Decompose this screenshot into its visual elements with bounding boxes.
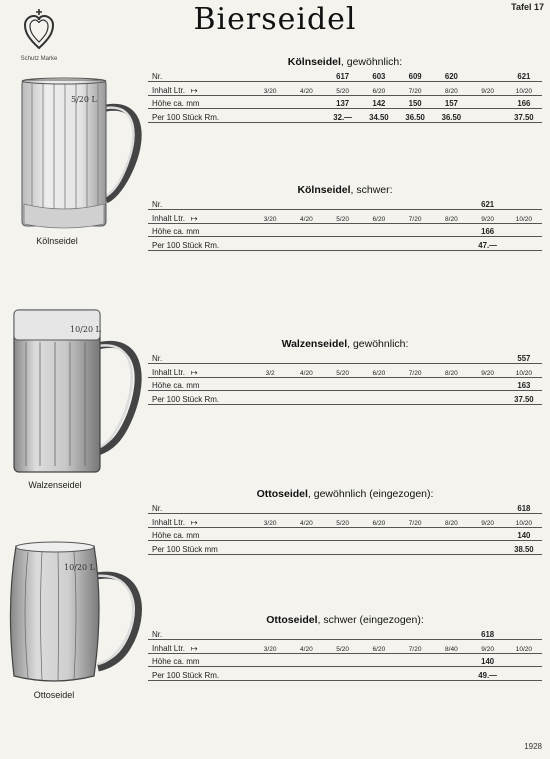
price-section — [148, 182, 542, 251]
table-cell — [470, 391, 506, 405]
table-row — [148, 223, 542, 237]
section-title-name: Ottoseidel — [266, 614, 318, 626]
row-label — [148, 95, 252, 109]
price-section — [148, 612, 542, 681]
row-label — [148, 364, 252, 378]
table-cell — [288, 109, 324, 123]
table-cell: 10/20 — [506, 640, 542, 654]
row-label-text: Inhalt Ltr. — [152, 517, 185, 527]
section-title-rest: , gewöhnlich (eingezogen): — [307, 488, 434, 500]
table-row — [148, 237, 542, 251]
table-cell — [433, 223, 469, 237]
table-cell: 603 — [361, 70, 397, 82]
row-label — [148, 237, 252, 251]
section-title-name: Walzenseidel — [281, 338, 348, 350]
table-cell: 8/20 — [433, 82, 469, 96]
table-row — [148, 210, 542, 224]
table-cell — [288, 541, 324, 555]
table-cell — [506, 667, 542, 681]
walzenseidel-caption: Walzenseidel — [28, 480, 82, 490]
table-cell — [361, 198, 397, 210]
table-cell — [433, 352, 469, 364]
table-cell — [397, 667, 433, 681]
table-cell: 10/20 — [506, 82, 542, 96]
table-cell — [397, 223, 433, 237]
table-cell — [361, 667, 397, 681]
row-label-text: Nr. — [152, 504, 163, 513]
table-cell: 621 — [506, 70, 542, 82]
table-cell — [361, 527, 397, 541]
table-cell — [506, 198, 542, 210]
table-cell: 47.— — [470, 237, 506, 251]
table-cell — [397, 653, 433, 667]
row-label-text: Inhalt Ltr. — [152, 367, 185, 377]
table-cell — [506, 237, 542, 251]
table-cell — [397, 541, 433, 555]
year-mark: 1928 — [524, 742, 542, 751]
table-row — [148, 377, 542, 391]
table-cell — [397, 391, 433, 405]
table-cell — [325, 198, 361, 210]
table-cell: 9/20 — [470, 364, 506, 378]
table-cell: 4/20 — [288, 364, 324, 378]
section-title-name: Ottoseidel — [256, 488, 308, 500]
table-cell — [361, 377, 397, 391]
table-cell: 38.50 — [506, 541, 542, 555]
price-table — [148, 628, 542, 681]
table-cell — [433, 377, 469, 391]
table-cell: 5/20 — [325, 640, 361, 654]
table-cell — [325, 502, 361, 514]
row-label-text: Nr. — [152, 630, 163, 639]
range-arrow-icon: ↦ — [190, 517, 198, 527]
table-cell: 621 — [470, 198, 506, 210]
table-cell — [252, 541, 288, 555]
table-cell: 5/20 — [325, 364, 361, 378]
table-cell: 10/20 — [506, 210, 542, 224]
row-label — [148, 82, 252, 96]
table-cell: 3/2 — [252, 364, 288, 378]
table-row — [148, 667, 542, 681]
table-row — [148, 70, 542, 82]
row-label — [148, 352, 252, 364]
table-cell: 7/20 — [397, 640, 433, 654]
table-cell — [433, 527, 469, 541]
price-section — [148, 54, 542, 123]
table-cell: 9/20 — [470, 82, 506, 96]
table-cell — [506, 628, 542, 640]
table-cell — [361, 391, 397, 405]
table-cell — [361, 628, 397, 640]
table-cell: 3/20 — [252, 82, 288, 96]
table-cell: 32.— — [325, 109, 361, 123]
table-row — [148, 391, 542, 405]
table-cell — [325, 653, 361, 667]
table-cell — [288, 95, 324, 109]
ottoseidel-illustration — [4, 536, 146, 686]
table-cell — [470, 70, 506, 82]
section-title-rest: , schwer (eingezogen): — [317, 614, 424, 626]
table-cell — [361, 541, 397, 555]
row-label-text: Nr. — [152, 200, 163, 209]
table-row — [148, 628, 542, 640]
row-label-text: Inhalt Ltr. — [152, 213, 185, 223]
row-label — [148, 502, 252, 514]
table-cell: 618 — [506, 502, 542, 514]
section-title — [148, 486, 542, 502]
row-label-text: Höhe ca. mm — [152, 99, 200, 108]
row-label — [148, 640, 252, 654]
table-cell: 8/20 — [433, 364, 469, 378]
table-cell: 166 — [470, 223, 506, 237]
table-cell: 6/20 — [361, 210, 397, 224]
capacity-mark: 10/20 L — [70, 325, 101, 334]
table-row — [148, 198, 542, 210]
table-cell — [288, 667, 324, 681]
table-cell — [252, 352, 288, 364]
row-label-text: Höhe ca. mm — [152, 381, 200, 390]
price-table — [148, 198, 542, 251]
row-label-text: Per 100 Stück Rm. — [152, 112, 220, 122]
table-cell: 166 — [506, 95, 542, 109]
table-cell — [433, 237, 469, 251]
table-row — [148, 95, 542, 109]
row-label — [148, 541, 252, 555]
table-cell — [470, 377, 506, 391]
table-cell — [288, 527, 324, 541]
table-cell — [252, 198, 288, 210]
table-cell — [288, 223, 324, 237]
row-label — [148, 109, 252, 123]
table-cell — [252, 667, 288, 681]
table-cell: 10/20 — [506, 364, 542, 378]
row-label — [148, 377, 252, 391]
table-row — [148, 514, 542, 528]
row-label-text: Inhalt Ltr. — [152, 85, 185, 95]
table-cell: 5/20 — [325, 514, 361, 528]
table-cell — [361, 223, 397, 237]
table-cell: 609 — [397, 70, 433, 82]
table-cell — [252, 70, 288, 82]
row-label — [148, 628, 252, 640]
table-cell — [288, 502, 324, 514]
table-cell: 4/20 — [288, 210, 324, 224]
table-cell: 34.50 — [361, 109, 397, 123]
table-cell — [433, 628, 469, 640]
table-cell — [252, 628, 288, 640]
table-cell — [252, 109, 288, 123]
table-cell: 6/20 — [361, 364, 397, 378]
table-cell: 6/20 — [361, 82, 397, 96]
table-cell: 620 — [433, 70, 469, 82]
table-cell: 37.50 — [506, 391, 542, 405]
walzenseidel-illustration — [10, 306, 142, 476]
section-title-name: Kölnseidel — [287, 56, 341, 68]
row-label-text: Höhe ca. mm — [152, 531, 200, 540]
section-title-rest: , gewöhnlich: — [347, 338, 409, 350]
table-cell: 7/20 — [397, 82, 433, 96]
section-title — [148, 336, 542, 352]
table-cell — [433, 541, 469, 555]
table-cell — [361, 653, 397, 667]
table-cell: 3/20 — [252, 514, 288, 528]
table-cell — [252, 502, 288, 514]
row-label-text: Per 100 Stück Rm. — [152, 670, 220, 680]
table-cell — [361, 237, 397, 251]
table-cell — [433, 667, 469, 681]
table-cell: 163 — [506, 377, 542, 391]
price-section — [148, 336, 542, 405]
range-arrow-icon: ↦ — [190, 643, 198, 653]
row-label — [148, 70, 252, 82]
table-cell — [506, 653, 542, 667]
section-title-rest: , schwer: — [350, 184, 393, 196]
table-cell: 10/20 — [506, 514, 542, 528]
table-cell — [325, 527, 361, 541]
table-cell — [397, 237, 433, 251]
row-label-text: Höhe ca. mm — [152, 657, 200, 666]
table-cell: 4/20 — [288, 640, 324, 654]
table-cell: 36.50 — [433, 109, 469, 123]
table-cell — [252, 653, 288, 667]
row-label-text: Nr. — [152, 72, 163, 81]
table-cell: 4/20 — [288, 514, 324, 528]
table-row — [148, 653, 542, 667]
table-cell — [288, 377, 324, 391]
table-cell — [325, 541, 361, 555]
page-title: Bierseidel — [193, 2, 357, 37]
row-label-text: Per 100 Stück Rm. — [152, 240, 220, 250]
koelnseidel-caption: Kölnseidel — [36, 236, 78, 246]
table-cell — [325, 391, 361, 405]
table-cell — [325, 667, 361, 681]
ottoseidel-caption: Ottoseidel — [33, 690, 75, 700]
row-label — [148, 391, 252, 405]
table-cell — [252, 391, 288, 405]
table-cell — [361, 352, 397, 364]
row-label-text: Per 100 Stück mm — [152, 544, 218, 554]
table-row — [148, 364, 542, 378]
table-row — [148, 541, 542, 555]
table-cell — [470, 502, 506, 514]
table-cell: 8/20 — [433, 210, 469, 224]
table-cell — [433, 502, 469, 514]
plate-number: Tafel 17 — [511, 2, 544, 12]
section-title — [148, 612, 542, 628]
table-cell — [397, 502, 433, 514]
table-cell: 7/20 — [397, 514, 433, 528]
table-cell: 3/20 — [252, 640, 288, 654]
price-table — [148, 502, 542, 555]
table-cell: 49.— — [470, 667, 506, 681]
table-cell — [397, 377, 433, 391]
row-label-text: Höhe ca. mm — [152, 227, 200, 236]
row-label — [148, 653, 252, 667]
table-cell — [470, 109, 506, 123]
table-cell — [397, 198, 433, 210]
table-cell: 617 — [325, 70, 361, 82]
capacity-mark: 10/20 L — [64, 563, 95, 572]
table-cell — [288, 198, 324, 210]
table-cell — [433, 653, 469, 667]
table-cell — [470, 352, 506, 364]
table-cell: 6/20 — [361, 640, 397, 654]
table-cell: 8/40 — [433, 640, 469, 654]
table-cell: 137 — [325, 95, 361, 109]
table-cell — [288, 237, 324, 251]
table-cell — [397, 527, 433, 541]
table-cell — [397, 352, 433, 364]
range-arrow-icon: ↦ — [190, 85, 198, 95]
table-cell: 7/20 — [397, 364, 433, 378]
table-cell — [288, 628, 324, 640]
price-table — [148, 70, 542, 123]
table-cell — [288, 70, 324, 82]
table-cell — [252, 377, 288, 391]
section-title-name: Kölnseidel — [297, 184, 351, 196]
range-arrow-icon: ↦ — [190, 367, 198, 377]
price-section — [148, 486, 542, 555]
row-label-text: Per 100 Stück Rm. — [152, 394, 220, 404]
row-label — [148, 198, 252, 210]
table-cell — [252, 237, 288, 251]
table-cell — [325, 377, 361, 391]
table-cell — [288, 391, 324, 405]
table-cell: 6/20 — [361, 514, 397, 528]
section-title — [148, 54, 542, 70]
table-cell — [470, 95, 506, 109]
table-row — [148, 352, 542, 364]
table-row — [148, 527, 542, 541]
table-cell: 8/20 — [433, 514, 469, 528]
table-cell: 150 — [397, 95, 433, 109]
table-cell — [325, 237, 361, 251]
row-label-text: Inhalt Ltr. — [152, 643, 185, 653]
table-cell: 7/20 — [397, 210, 433, 224]
table-cell: 557 — [506, 352, 542, 364]
table-cell: 4/20 — [288, 82, 324, 96]
section-title-rest: , gewöhnlich: — [340, 56, 403, 68]
table-cell — [506, 223, 542, 237]
row-label — [148, 527, 252, 541]
section-title — [148, 182, 542, 198]
table-row — [148, 640, 542, 654]
row-label — [148, 667, 252, 681]
table-cell: 37.50 — [506, 109, 542, 123]
table-cell: 140 — [506, 527, 542, 541]
koelnseidel-illustration — [14, 74, 142, 234]
table-cell: 5/20 — [325, 210, 361, 224]
table-cell: 618 — [470, 628, 506, 640]
row-label-text: Nr. — [152, 354, 163, 363]
row-label — [148, 210, 252, 224]
logo-caption: Schutz Marke — [20, 56, 58, 62]
table-cell: 140 — [470, 653, 506, 667]
price-table — [148, 352, 542, 405]
row-label — [148, 223, 252, 237]
table-cell — [325, 628, 361, 640]
table-row — [148, 82, 542, 96]
table-cell: 9/20 — [470, 640, 506, 654]
table-cell — [288, 352, 324, 364]
table-cell — [397, 628, 433, 640]
table-cell — [252, 223, 288, 237]
range-arrow-icon: ↦ — [190, 213, 198, 223]
table-cell — [252, 95, 288, 109]
table-cell: 9/20 — [470, 210, 506, 224]
table-cell: 142 — [361, 95, 397, 109]
table-cell: 36.50 — [397, 109, 433, 123]
table-cell — [433, 391, 469, 405]
capacity-mark: 5/20 L — [71, 95, 97, 104]
table-cell — [252, 527, 288, 541]
row-label — [148, 514, 252, 528]
table-cell: 157 — [433, 95, 469, 109]
table-cell — [288, 653, 324, 667]
table-cell: 9/20 — [470, 514, 506, 528]
table-cell — [470, 541, 506, 555]
table-cell — [470, 527, 506, 541]
table-cell — [361, 502, 397, 514]
table-cell — [325, 352, 361, 364]
table-row — [148, 109, 542, 123]
table-cell: 3/20 — [252, 210, 288, 224]
table-row — [148, 502, 542, 514]
table-cell — [325, 223, 361, 237]
table-cell: 5/20 — [325, 82, 361, 96]
table-cell — [433, 198, 469, 210]
